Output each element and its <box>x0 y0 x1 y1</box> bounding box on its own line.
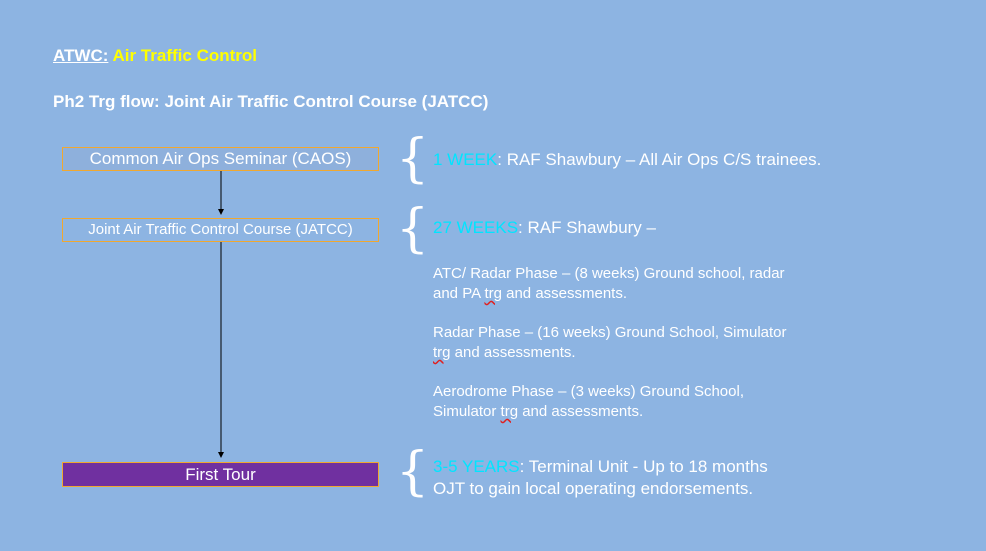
caos-duration: 1 WEEK <box>433 150 498 169</box>
phase-aerodrome <box>433 382 853 422</box>
first-tour-description <box>433 456 768 500</box>
title-prefix: ATWC: <box>53 46 109 65</box>
phase-line: Simulator trg and assessments. <box>433 403 644 420</box>
flow-step-caos: Common Air Ops Seminar (CAOS) <box>62 147 379 171</box>
jatcc-text: : RAF Shawbury – <box>518 218 656 237</box>
brace-icon: { <box>396 442 430 502</box>
phase-radar <box>433 323 853 363</box>
jatcc-description <box>433 218 656 238</box>
caos-text: : RAF Shawbury – All Air Ops C/S trainees. <box>497 150 822 169</box>
brace-icon: { <box>396 199 430 259</box>
phase-line: ATC/ Radar Phase – (8 weeks) Ground school, radar <box>433 265 785 282</box>
spellcheck-trg: trg <box>500 403 519 420</box>
first-tour-duration: 3-5 YEARS <box>433 457 520 476</box>
spellcheck-trg: trg <box>484 285 502 302</box>
caos-description <box>433 150 821 170</box>
jatcc-duration: 27 WEEKS <box>433 218 519 237</box>
spellcheck-trg: trg <box>433 344 451 361</box>
first-tour-line2: OJT to gain local operating endorsements. <box>433 479 754 498</box>
phase-line: Aerodrome Phase – (3 weeks) Ground School, <box>433 383 744 400</box>
brace-icon: { <box>396 129 430 189</box>
title-highlight: Air Traffic Control <box>112 46 257 65</box>
flow-step-jatcc: Joint Air Traffic Control Course (JATCC) <box>62 218 379 242</box>
flow-step-first-tour: First Tour <box>62 462 379 487</box>
first-tour-text: : Terminal Unit - Up to 18 months <box>519 457 768 476</box>
page-subtitle: Ph2 Trg flow: Joint Air Traffic Control Course (JATCC) <box>53 92 489 111</box>
phase-line: and PA trg and assessments. <box>433 285 628 302</box>
phase-line: Radar Phase – (16 weeks) Ground School, Simulator <box>433 324 787 341</box>
phase-atc-radar <box>433 264 853 304</box>
phase-line: trg and assessments. <box>433 344 576 361</box>
